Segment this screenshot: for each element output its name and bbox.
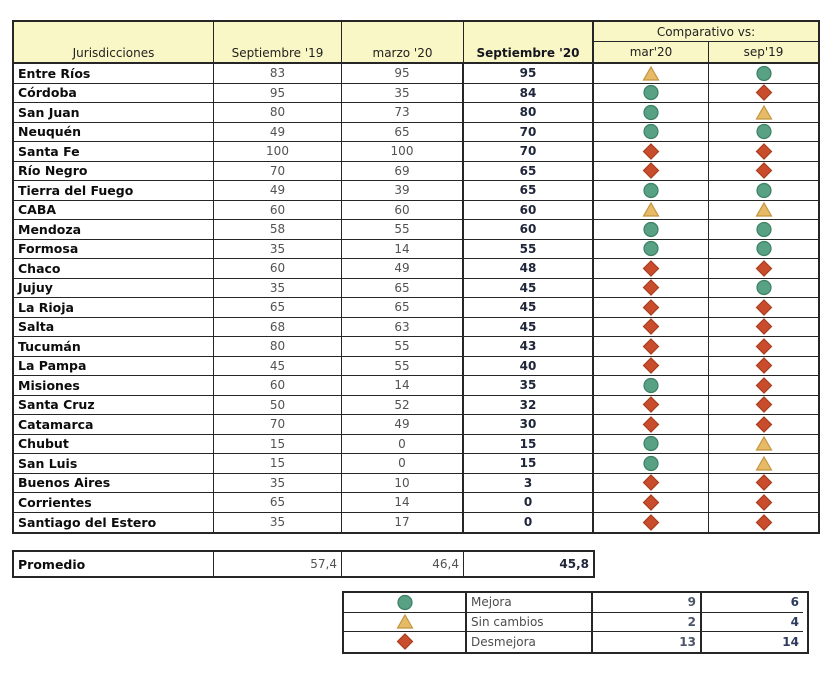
mejora-circle-icon — [642, 123, 660, 140]
sep20-value-cell: 65 — [464, 162, 594, 182]
mar20-value-cell: 73 — [342, 103, 464, 123]
sep20-value-cell: 48 — [464, 259, 594, 279]
desmejora-diamond-icon — [642, 143, 660, 160]
jurisdiction-name-cell: Chaco — [14, 259, 214, 279]
table-row — [14, 474, 818, 494]
vs-mar20-indicator-cell — [594, 220, 709, 240]
vs-mar20-indicator-cell — [594, 435, 709, 455]
sep19-value-cell: 83 — [214, 64, 342, 84]
sin-cambios-triangle-icon — [755, 201, 773, 218]
vs-mar20-indicator-cell — [594, 415, 709, 435]
mar20-value-cell: 14 — [342, 376, 464, 396]
jurisdiction-name-cell: San Luis — [14, 454, 214, 474]
legend-shape-cell — [344, 613, 467, 633]
mar20-value-cell: 69 — [342, 162, 464, 182]
legend-table — [342, 591, 809, 654]
legend-count-sep19: 4 — [702, 613, 803, 633]
sep19-value-cell: 15 — [214, 454, 342, 474]
sep20-value-cell: 60 — [464, 220, 594, 240]
mar20-value-cell: 55 — [342, 337, 464, 357]
sep20-value-cell: 45 — [464, 279, 594, 299]
sep19-value-cell: 80 — [214, 103, 342, 123]
jurisdiction-name-cell: Salta — [14, 318, 214, 338]
header-jurisdicciones: Jurisdicciones — [14, 22, 214, 62]
table-row — [14, 64, 818, 84]
vs-sep19-indicator-cell — [709, 337, 818, 357]
vs-mar20-indicator-cell — [594, 474, 709, 494]
sep19-value-cell: 70 — [214, 162, 342, 182]
desmejora-diamond-icon — [755, 377, 773, 394]
sep20-value-cell: 45 — [464, 298, 594, 318]
table-row — [14, 415, 818, 435]
vs-mar20-indicator-cell — [594, 513, 709, 533]
table-row — [14, 259, 818, 279]
table-row — [14, 435, 818, 455]
header-septiembre-19: Septiembre '19 — [214, 22, 342, 62]
sep20-value-cell: 40 — [464, 357, 594, 377]
sep19-value-cell: 60 — [214, 376, 342, 396]
sep19-value-cell: 100 — [214, 142, 342, 162]
desmejora-diamond-icon — [642, 357, 660, 374]
legend-row — [344, 613, 807, 633]
sep20-value-cell: 65 — [464, 181, 594, 201]
vs-sep19-indicator-cell — [709, 162, 818, 182]
jurisdiction-name-cell: Santa Fe — [14, 142, 214, 162]
mejora-circle-icon — [755, 240, 773, 257]
sep20-value-cell: 80 — [464, 103, 594, 123]
jurisdiction-name-cell: Tucumán — [14, 337, 214, 357]
vs-mar20-indicator-cell — [594, 123, 709, 143]
vs-mar20-indicator-cell — [594, 279, 709, 299]
vs-sep19-indicator-cell — [709, 376, 818, 396]
sep20-value-cell: 30 — [464, 415, 594, 435]
jurisdiction-name-cell: Santiago del Estero — [14, 513, 214, 533]
mar20-value-cell: 63 — [342, 318, 464, 338]
jurisdiction-name-cell: Neuquén — [14, 123, 214, 143]
jurisdiction-name-cell: San Juan — [14, 103, 214, 123]
desmejora-diamond-icon — [642, 279, 660, 296]
vs-mar20-indicator-cell — [594, 337, 709, 357]
desmejora-diamond-icon — [396, 633, 414, 650]
table-row — [14, 318, 818, 338]
sep20-value-cell: 45 — [464, 318, 594, 338]
mar20-value-cell: 65 — [342, 123, 464, 143]
desmejora-diamond-icon — [642, 396, 660, 413]
table-row — [14, 298, 818, 318]
desmejora-diamond-icon — [755, 514, 773, 531]
sep20-value-cell: 15 — [464, 454, 594, 474]
desmejora-diamond-icon — [755, 260, 773, 277]
sin-cambios-triangle-icon — [755, 104, 773, 121]
mar20-value-cell: 55 — [342, 220, 464, 240]
desmejora-diamond-icon — [642, 260, 660, 277]
vs-mar20-indicator-cell — [594, 454, 709, 474]
sep19-value-cell: 35 — [214, 279, 342, 299]
legend-label: Desmejora — [467, 632, 593, 652]
jurisdiction-name-cell: Corrientes — [14, 493, 214, 513]
table-row — [14, 493, 818, 513]
header-sub-mar20: mar'20 — [594, 42, 709, 62]
jurisdiction-name-cell: Formosa — [14, 240, 214, 260]
mejora-circle-icon — [755, 279, 773, 296]
vs-sep19-indicator-cell — [709, 493, 818, 513]
desmejora-diamond-icon — [642, 318, 660, 335]
sep19-value-cell: 58 — [214, 220, 342, 240]
sin-cambios-triangle-icon — [755, 455, 773, 472]
table-row — [14, 181, 818, 201]
mejora-circle-icon — [642, 455, 660, 472]
vs-sep19-indicator-cell — [709, 415, 818, 435]
desmejora-diamond-icon — [755, 318, 773, 335]
legend-row — [344, 632, 807, 652]
sep19-value-cell: 95 — [214, 84, 342, 104]
vs-mar20-indicator-cell — [594, 318, 709, 338]
vs-mar20-indicator-cell — [594, 84, 709, 104]
legend-shape-cell — [344, 632, 467, 652]
sin-cambios-triangle-icon — [642, 65, 660, 82]
sep20-value-cell: 70 — [464, 142, 594, 162]
table-row — [14, 240, 818, 260]
jurisdiction-name-cell: CABA — [14, 201, 214, 221]
sep20-value-cell: 70 — [464, 123, 594, 143]
table-row — [14, 337, 818, 357]
sep19-value-cell: 65 — [214, 493, 342, 513]
promedio-sep20-value: 45,8 — [559, 557, 589, 571]
mar20-value-cell: 14 — [342, 493, 464, 513]
sep19-value-cell: 50 — [214, 396, 342, 416]
mar20-value-cell: 49 — [342, 259, 464, 279]
vs-sep19-indicator-cell — [709, 513, 818, 533]
desmejora-diamond-icon — [755, 338, 773, 355]
desmejora-diamond-icon — [755, 84, 773, 101]
desmejora-diamond-icon — [755, 357, 773, 374]
jurisdiction-name-cell: Córdoba — [14, 84, 214, 104]
sin-cambios-triangle-icon — [642, 201, 660, 218]
mejora-circle-icon — [642, 104, 660, 121]
vs-mar20-indicator-cell — [594, 240, 709, 260]
promedio-sep19-value: 57,4 — [214, 552, 342, 576]
table-row — [14, 220, 818, 240]
vs-sep19-indicator-cell — [709, 123, 818, 143]
legend-count-sep19: 14 — [782, 634, 799, 649]
vs-mar20-indicator-cell — [594, 376, 709, 396]
mar20-value-cell: 60 — [342, 201, 464, 221]
mejora-circle-icon — [755, 65, 773, 82]
sep20-value-cell: 0 — [464, 513, 594, 533]
sin-cambios-triangle-icon — [396, 613, 414, 630]
desmejora-diamond-icon — [755, 494, 773, 511]
vs-mar20-indicator-cell — [594, 181, 709, 201]
promedio-mar20-value: 46,4 — [342, 552, 464, 576]
mejora-circle-icon — [396, 594, 414, 611]
sep19-value-cell: 60 — [214, 259, 342, 279]
desmejora-diamond-icon — [755, 162, 773, 179]
vs-sep19-indicator-cell — [709, 142, 818, 162]
sin-cambios-triangle-icon — [755, 435, 773, 452]
mar20-value-cell: 14 — [342, 240, 464, 260]
legend-label: Mejora — [467, 593, 593, 613]
vs-sep19-indicator-cell — [709, 84, 818, 104]
desmejora-diamond-icon — [642, 416, 660, 433]
mar20-value-cell: 100 — [342, 142, 464, 162]
table-row — [14, 103, 818, 123]
table-row — [14, 142, 818, 162]
mar20-value-cell: 55 — [342, 357, 464, 377]
mar20-value-cell: 95 — [342, 64, 464, 84]
desmejora-diamond-icon — [642, 299, 660, 316]
jurisdiction-name-cell: Mendoza — [14, 220, 214, 240]
sep19-value-cell: 65 — [214, 298, 342, 318]
desmejora-diamond-icon — [755, 474, 773, 491]
mar20-value-cell: 39 — [342, 181, 464, 201]
vs-sep19-indicator-cell — [709, 240, 818, 260]
sep19-value-cell: 35 — [214, 513, 342, 533]
mar20-value-cell: 49 — [342, 415, 464, 435]
sep20-value-cell: 35 — [464, 376, 594, 396]
table-row — [14, 84, 818, 104]
legend-count-mar20: 2 — [593, 613, 702, 633]
mejora-circle-icon — [755, 182, 773, 199]
vs-sep19-indicator-cell — [709, 64, 818, 84]
desmejora-diamond-icon — [755, 396, 773, 413]
mar20-value-cell: 17 — [342, 513, 464, 533]
table-row — [14, 454, 818, 474]
mar20-value-cell: 10 — [342, 474, 464, 494]
mar20-value-cell: 0 — [342, 454, 464, 474]
table-row — [14, 513, 818, 533]
header-comparativo-vs: Comparativo vs: — [594, 22, 818, 42]
mejora-circle-icon — [642, 84, 660, 101]
mejora-circle-icon — [642, 377, 660, 394]
vs-mar20-indicator-cell — [594, 64, 709, 84]
sep20-value-cell: 32 — [464, 396, 594, 416]
table-row — [14, 396, 818, 416]
sep19-value-cell: 68 — [214, 318, 342, 338]
table-row — [14, 357, 818, 377]
sep20-value-cell: 0 — [464, 493, 594, 513]
table-row — [14, 201, 818, 221]
legend-row — [344, 593, 807, 613]
mejora-circle-icon — [755, 123, 773, 140]
jurisdiction-name-cell: Río Negro — [14, 162, 214, 182]
sep20-value-cell: 60 — [464, 201, 594, 221]
promedio-table — [12, 550, 595, 578]
sep19-value-cell: 15 — [214, 435, 342, 455]
jurisdiction-name-cell: Entre Ríos — [14, 64, 214, 84]
desmejora-diamond-icon — [642, 494, 660, 511]
vs-sep19-indicator-cell — [709, 298, 818, 318]
mejora-circle-icon — [642, 182, 660, 199]
jurisdiction-name-cell: Catamarca — [14, 415, 214, 435]
sep20-value-cell: 15 — [464, 435, 594, 455]
vs-sep19-indicator-cell — [709, 454, 818, 474]
legend-label: Sin cambios — [467, 613, 593, 633]
jurisdiction-name-cell: La Rioja — [14, 298, 214, 318]
vs-mar20-indicator-cell — [594, 298, 709, 318]
legend-count-mar20: 9 — [593, 593, 702, 613]
vs-mar20-indicator-cell — [594, 201, 709, 221]
jurisdiction-name-cell: Jujuy — [14, 279, 214, 299]
vs-mar20-indicator-cell — [594, 493, 709, 513]
sep20-value-cell: 84 — [464, 84, 594, 104]
vs-sep19-indicator-cell — [709, 279, 818, 299]
desmejora-diamond-icon — [642, 162, 660, 179]
sep20-value-cell: 3 — [464, 474, 594, 494]
vs-mar20-indicator-cell — [594, 142, 709, 162]
desmejora-diamond-icon — [642, 338, 660, 355]
table-header — [14, 22, 818, 64]
vs-sep19-indicator-cell — [709, 396, 818, 416]
mar20-value-cell: 0 — [342, 435, 464, 455]
vs-sep19-indicator-cell — [709, 181, 818, 201]
mejora-circle-icon — [642, 435, 660, 452]
desmejora-diamond-icon — [755, 416, 773, 433]
vs-sep19-indicator-cell — [709, 318, 818, 338]
header-septiembre-20: Septiembre '20 — [464, 22, 594, 62]
desmejora-diamond-icon — [642, 514, 660, 531]
sep20-value-cell: 55 — [464, 240, 594, 260]
mejora-circle-icon — [642, 240, 660, 257]
vs-sep19-indicator-cell — [709, 220, 818, 240]
table-row — [14, 123, 818, 143]
jurisdiction-name-cell: Tierra del Fuego — [14, 181, 214, 201]
mar20-value-cell: 52 — [342, 396, 464, 416]
sep19-value-cell: 80 — [214, 337, 342, 357]
vs-sep19-indicator-cell — [709, 201, 818, 221]
sep19-value-cell: 35 — [214, 240, 342, 260]
sep19-value-cell: 45 — [214, 357, 342, 377]
jurisdiction-name-cell: Chubut — [14, 435, 214, 455]
jurisdiction-name-cell: La Pampa — [14, 357, 214, 377]
mar20-value-cell: 65 — [342, 279, 464, 299]
vs-mar20-indicator-cell — [594, 357, 709, 377]
sep19-value-cell: 60 — [214, 201, 342, 221]
desmejora-diamond-icon — [755, 143, 773, 160]
vs-mar20-indicator-cell — [594, 259, 709, 279]
legend-count-mar20: 13 — [593, 632, 702, 652]
sep19-value-cell: 70 — [214, 415, 342, 435]
header-sub-sep19: sep'19 — [743, 45, 784, 59]
jurisdiction-name-cell: Misiones — [14, 376, 214, 396]
vs-mar20-indicator-cell — [594, 396, 709, 416]
jurisdiction-name-cell: Santa Cruz — [14, 396, 214, 416]
vs-sep19-indicator-cell — [709, 435, 818, 455]
header-marzo-20: marzo '20 — [342, 22, 464, 62]
sep20-value-cell: 43 — [464, 337, 594, 357]
mejora-circle-icon — [642, 221, 660, 238]
table-row — [14, 279, 818, 299]
sep20-value-cell: 95 — [464, 64, 594, 84]
mar20-value-cell: 65 — [342, 298, 464, 318]
promedio-label: Promedio — [14, 552, 214, 576]
sep19-value-cell: 49 — [214, 123, 342, 143]
mar20-value-cell: 35 — [342, 84, 464, 104]
vs-mar20-indicator-cell — [594, 162, 709, 182]
sep19-value-cell: 49 — [214, 181, 342, 201]
vs-sep19-indicator-cell — [709, 259, 818, 279]
legend-shape-cell — [344, 593, 467, 613]
jurisdiction-name-cell: Buenos Aires — [14, 474, 214, 494]
vs-sep19-indicator-cell — [709, 474, 818, 494]
table-row — [14, 162, 818, 182]
vs-sep19-indicator-cell — [709, 357, 818, 377]
vs-sep19-indicator-cell — [709, 103, 818, 123]
table-row — [14, 376, 818, 396]
mejora-circle-icon — [755, 221, 773, 238]
desmejora-diamond-icon — [755, 299, 773, 316]
sep19-value-cell: 35 — [214, 474, 342, 494]
vs-mar20-indicator-cell — [594, 103, 709, 123]
desmejora-diamond-icon — [642, 474, 660, 491]
legend-count-sep19: 6 — [702, 593, 803, 613]
jurisdictions-table — [12, 20, 820, 534]
table-body — [14, 64, 818, 532]
